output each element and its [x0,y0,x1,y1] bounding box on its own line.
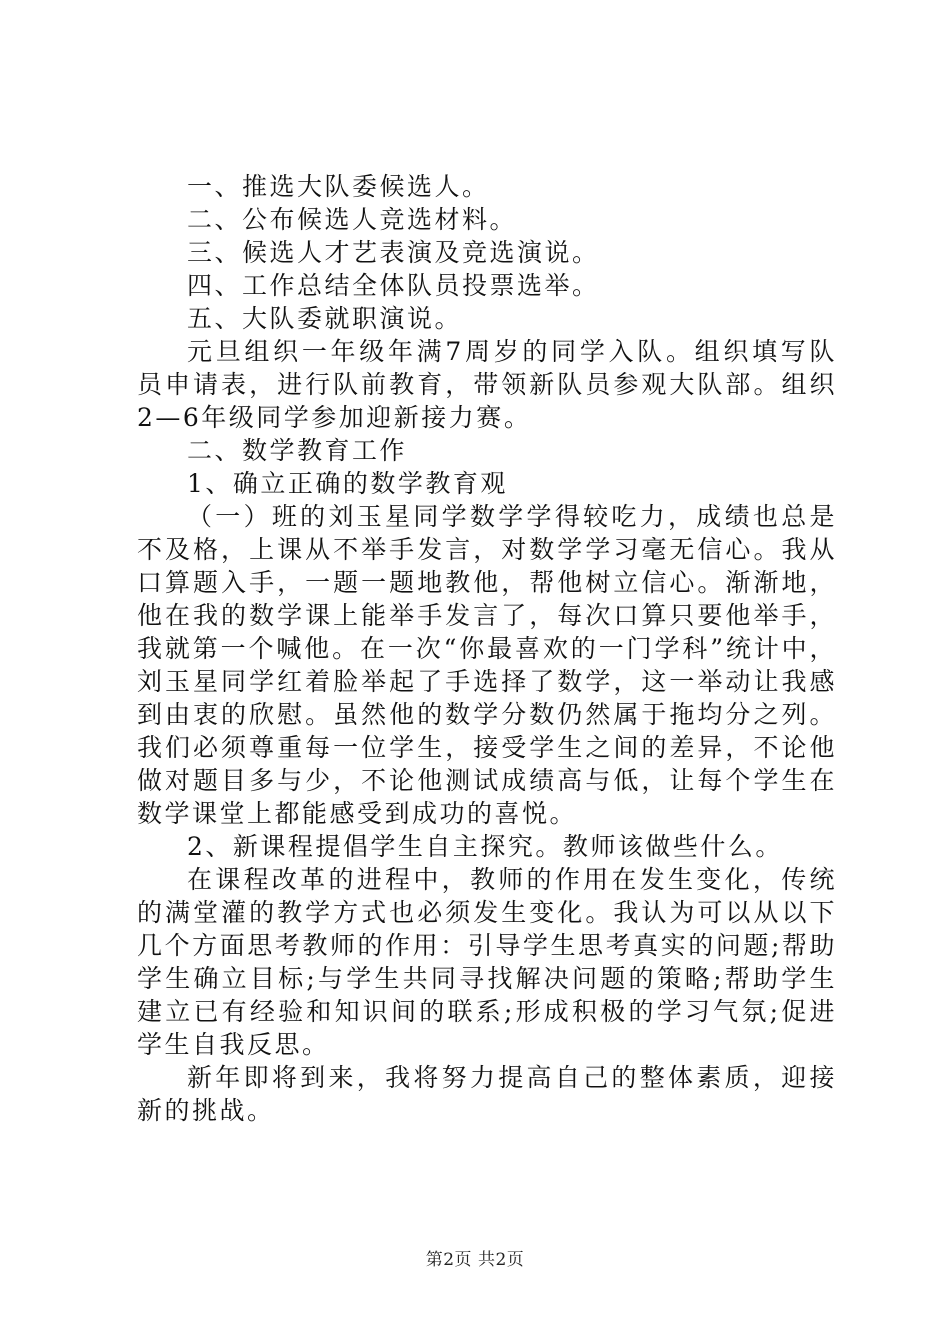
paragraph-teacher-role: 在课程改革的进程中，教师的作用在发生变化，传统的满堂灌的教学方式也必须发生变化。我认为可以从以下几个方面思考教师的作用：引导学生思考真实的问题;帮助学生确立目标;与学生共同寻找解决问题的策略;帮助学生建立已有经验和知识间的联系;形成积极的学习气氛;促进学生自我反思。 [137,865,837,1059]
document-body [137,170,837,1127]
list-item-inauguration-speech: 五、大队委就职演说。 [187,304,463,333]
subheading-math-education-view: 1、确立正确的数学教育观 [187,469,508,498]
page-number-footer: 第2页 共2页 [425,1250,525,1270]
paragraph-student-case: （一）班的刘玉星同学数学学得较吃力，成绩也总是不及格，上课从不举手发言，对数学学习毫无信心。我从口算题入手，一题一题地教他，帮他树立信心。渐渐地，他在我的数学课上能举手发言了，每次口算只要他举手，我就第一个喊他。在一次“你最喜欢的一门学科”统计中，刘玉星同学红着脸举起了手选择了数学，这一举动让我感到由衷的欣慰。虽然他的数学分数仍然属于拖均分之列。我们必须尊重每一位学生，接受学生之间的差异，不论他做对题目多与少，不论他测试成绩高与低，让每个学生在数学课堂上都能感受到成功的喜悦。 [137,502,837,828]
list-item-nominate-candidates: 一、推选大队委候选人。 [187,172,490,201]
paragraph-new-year-enrollment: 元旦组织一年级年满7周岁的同学入队。组织填写队员申请表，进行队前教育，带领新队员参观大队部。组织2—6年级同学参加迎新接力赛。 [137,337,837,432]
paragraph-closing: 新年即将到来，我将努力提高自己的整体素质，迎接新的挑战。 [137,1063,837,1125]
section-heading-math-education: 二、数学教育工作 [187,436,408,465]
subheading-new-curriculum: 2、新课程提倡学生自主探究。教师该做些什么。 [187,832,783,861]
list-item-publish-materials: 二、公布候选人竞选材料。 [187,205,518,234]
list-item-talent-speech: 三、候选人才艺表演及竞选演说。 [187,238,600,267]
list-item-voting: 四、工作总结全体队员投票选举。 [187,271,600,300]
